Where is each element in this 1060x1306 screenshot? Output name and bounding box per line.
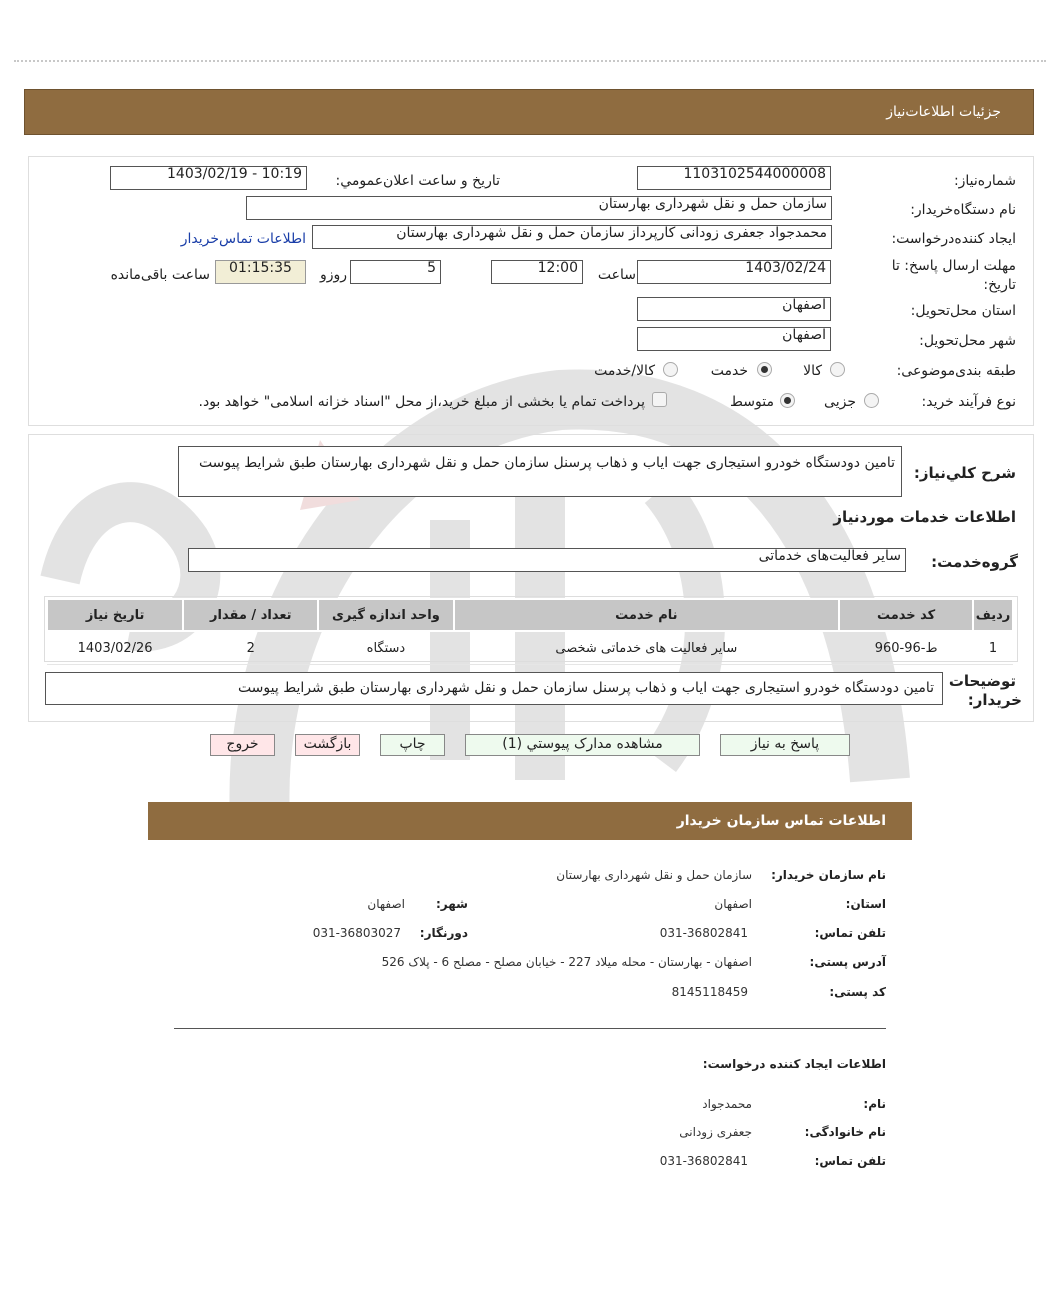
need-number-field[interactable]: 1103102544000008 bbox=[637, 166, 831, 190]
col-service-name: نام خدمت bbox=[454, 599, 840, 631]
province-label: استان محل‌تحویل: bbox=[910, 303, 1016, 319]
contact-fax-label: دورنگار: bbox=[419, 926, 468, 940]
services-table bbox=[46, 598, 1014, 665]
contact-province-label: استان: bbox=[845, 897, 886, 911]
category-option-service: خدمت bbox=[710, 363, 748, 379]
category-option-goods-service: کالا/خدمت bbox=[594, 363, 655, 379]
deadline-label-line2: تاریخ: bbox=[983, 277, 1016, 293]
process-radio-medium[interactable] bbox=[780, 393, 795, 408]
summary-text: تامین دودستگاه خودرو استیجاری جهت ایاب و ذهاب پرسنل سازمان حمل و نقل شهرداری بهارستان طبق شرایط پیوست bbox=[198, 455, 895, 471]
reply-button[interactable]: پاسخ به نیاز bbox=[720, 734, 850, 756]
city-label: شهر محل‌تحویل: bbox=[919, 333, 1016, 349]
page-header-bar bbox=[24, 89, 1034, 135]
days-field[interactable]: 5 bbox=[350, 260, 441, 284]
remaining-time-display: 01:15:35 bbox=[215, 260, 306, 284]
page-title: جزئیات اطلاعات‌نیاز bbox=[886, 104, 1001, 120]
contact-phone-label: تلفن تماس: bbox=[814, 926, 886, 940]
announce-date-label: تاریخ و ساعت اعلان‌عمومي: bbox=[335, 173, 500, 189]
buyer-notes-label-line2: خریدار: bbox=[967, 691, 1022, 709]
contact-address-label: آدرس پستی: bbox=[809, 955, 886, 969]
col-row-number: ردیف bbox=[973, 599, 1013, 631]
cell-service-code: ط-96-960 bbox=[839, 631, 973, 665]
cell-need-date: 1403/02/26 bbox=[47, 631, 183, 665]
view-attachments-button[interactable]: مشاهده مدارک پیوستي (1) bbox=[465, 734, 700, 756]
summary-label: شرح کلي‌نیاز: bbox=[913, 464, 1016, 482]
city-field[interactable]: اصفهان bbox=[637, 327, 831, 351]
buyer-org-field[interactable]: سازمان حمل و نقل شهرداری بهارستان bbox=[246, 196, 832, 220]
contact-fax-value: 031-36803027 bbox=[312, 926, 401, 940]
service-group-label: گروه‌خدمت: bbox=[931, 553, 1018, 571]
creator-family-value: جعفری زودانی bbox=[679, 1125, 752, 1139]
need-number-label: شماره‌نیاز: bbox=[953, 173, 1016, 189]
deadline-time-field[interactable]: 12:00 bbox=[491, 260, 583, 284]
contact-postal-value: 8145118459 bbox=[671, 985, 748, 999]
col-unit: واحد اندازه گیری bbox=[318, 599, 453, 631]
creator-phone-value: 031-36802841 bbox=[659, 1154, 748, 1168]
cell-service-name: سایر فعالیت های خدماتی شخصی bbox=[454, 631, 840, 665]
category-radio-goods[interactable] bbox=[830, 362, 845, 377]
table-row bbox=[47, 631, 1013, 665]
process-label: نوع فرآیند خرید: bbox=[921, 394, 1016, 410]
creator-label: ایجاد کننده‌درخواست: bbox=[891, 231, 1016, 247]
category-option-goods: کالا bbox=[803, 363, 822, 379]
category-radio-goods-service[interactable] bbox=[663, 362, 678, 377]
process-radio-minor[interactable] bbox=[864, 393, 879, 408]
buyer-contact-link[interactable]: اطلاعات تماس‌خریدار bbox=[180, 231, 306, 247]
announce-date-field[interactable]: 1403/02/19 - 10:19 bbox=[110, 166, 307, 190]
table-header-row bbox=[47, 599, 1013, 631]
contact-phone-value: 031-36802841 bbox=[659, 926, 748, 940]
summary-textbox bbox=[178, 446, 902, 497]
contact-org-value: سازمان حمل و نقل شهرداری بهارستان bbox=[556, 868, 752, 882]
col-quantity: تعداد / مقدار bbox=[183, 599, 318, 631]
remaining-time-label: ساعت باقی‌مانده bbox=[110, 267, 210, 283]
contact-province-value: اصفهان bbox=[714, 897, 752, 911]
creator-info-title: اطلاعات ایجاد کننده درخواست: bbox=[702, 1057, 886, 1071]
col-service-code: کد خدمت bbox=[839, 599, 973, 631]
buyer-org-label: نام دستگاه‌خریدار: bbox=[910, 202, 1016, 218]
contact-header-bar bbox=[148, 802, 912, 840]
category-radio-service[interactable] bbox=[757, 362, 772, 377]
cell-row-number: 1 bbox=[973, 631, 1013, 665]
contact-city-label: شهر: bbox=[436, 897, 468, 911]
buyer-notes-label-line1: توضیحات bbox=[948, 672, 1016, 690]
contact-city-value: اصفهان bbox=[367, 897, 405, 911]
services-section-title: اطلاعات خدمات موردنیاز bbox=[833, 508, 1016, 526]
creator-name-value: محمدجواد bbox=[702, 1097, 752, 1111]
cell-unit: دستگاه bbox=[318, 631, 453, 665]
days-label: روزو bbox=[319, 267, 347, 283]
province-field[interactable]: اصفهان bbox=[637, 297, 831, 321]
category-label: طبقه بندی‌موضوعی: bbox=[896, 363, 1016, 379]
deadline-time-label: ساعت bbox=[597, 267, 636, 283]
back-button[interactable]: بازگشت bbox=[295, 734, 360, 756]
deadline-label-line1: مهلت ارسال پاسخ: تا bbox=[891, 258, 1016, 274]
exit-button[interactable]: خروج bbox=[210, 734, 275, 756]
buyer-notes-field[interactable]: تامین دودستگاه خودرو استیجاری جهت ایاب و ذهاب پرسنل سازمان حمل و نقل شهرداری بهارستان طبق شرایط پیوست bbox=[45, 672, 943, 705]
deadline-date-field[interactable]: 1403/02/24 bbox=[637, 260, 831, 284]
contact-divider bbox=[174, 1028, 886, 1029]
creator-field[interactable]: محمدجواد جعفری زودانی کارپرداز سازمان حمل و نقل شهرداری بهارستان bbox=[312, 225, 832, 249]
creator-family-label: نام خانوادگی: bbox=[804, 1125, 886, 1139]
top-dotted-divider bbox=[14, 60, 1046, 62]
cell-quantity: 2 bbox=[183, 631, 318, 665]
service-group-field[interactable]: سایر فعالیت‌های خدماتی bbox=[188, 548, 906, 572]
contact-address-value: اصفهان - بهارستان - محله میلاد 227 - خیابان مصلح - مصلح 6 - پلاک 526 bbox=[381, 955, 752, 969]
col-need-date: تاریخ نیاز bbox=[47, 599, 183, 631]
print-button[interactable]: چاپ bbox=[380, 734, 445, 756]
process-option-medium: متوسط bbox=[730, 394, 774, 410]
contact-postal-label: کد پستی: bbox=[829, 985, 886, 999]
creator-phone-label: تلفن تماس: bbox=[814, 1154, 886, 1168]
creator-name-label: نام: bbox=[863, 1097, 886, 1111]
process-option-minor: جزیی bbox=[824, 394, 856, 410]
treasury-payment-checkbox[interactable] bbox=[652, 392, 667, 407]
contact-title: اطلاعات تماس سازمان خریدار bbox=[676, 813, 886, 829]
payment-note: پرداخت تمام یا بخشی از مبلغ خرید،از محل "اسناد خزانه اسلامی" خواهد بود. bbox=[198, 394, 645, 410]
contact-org-label: نام سازمان خریدار: bbox=[771, 868, 886, 882]
